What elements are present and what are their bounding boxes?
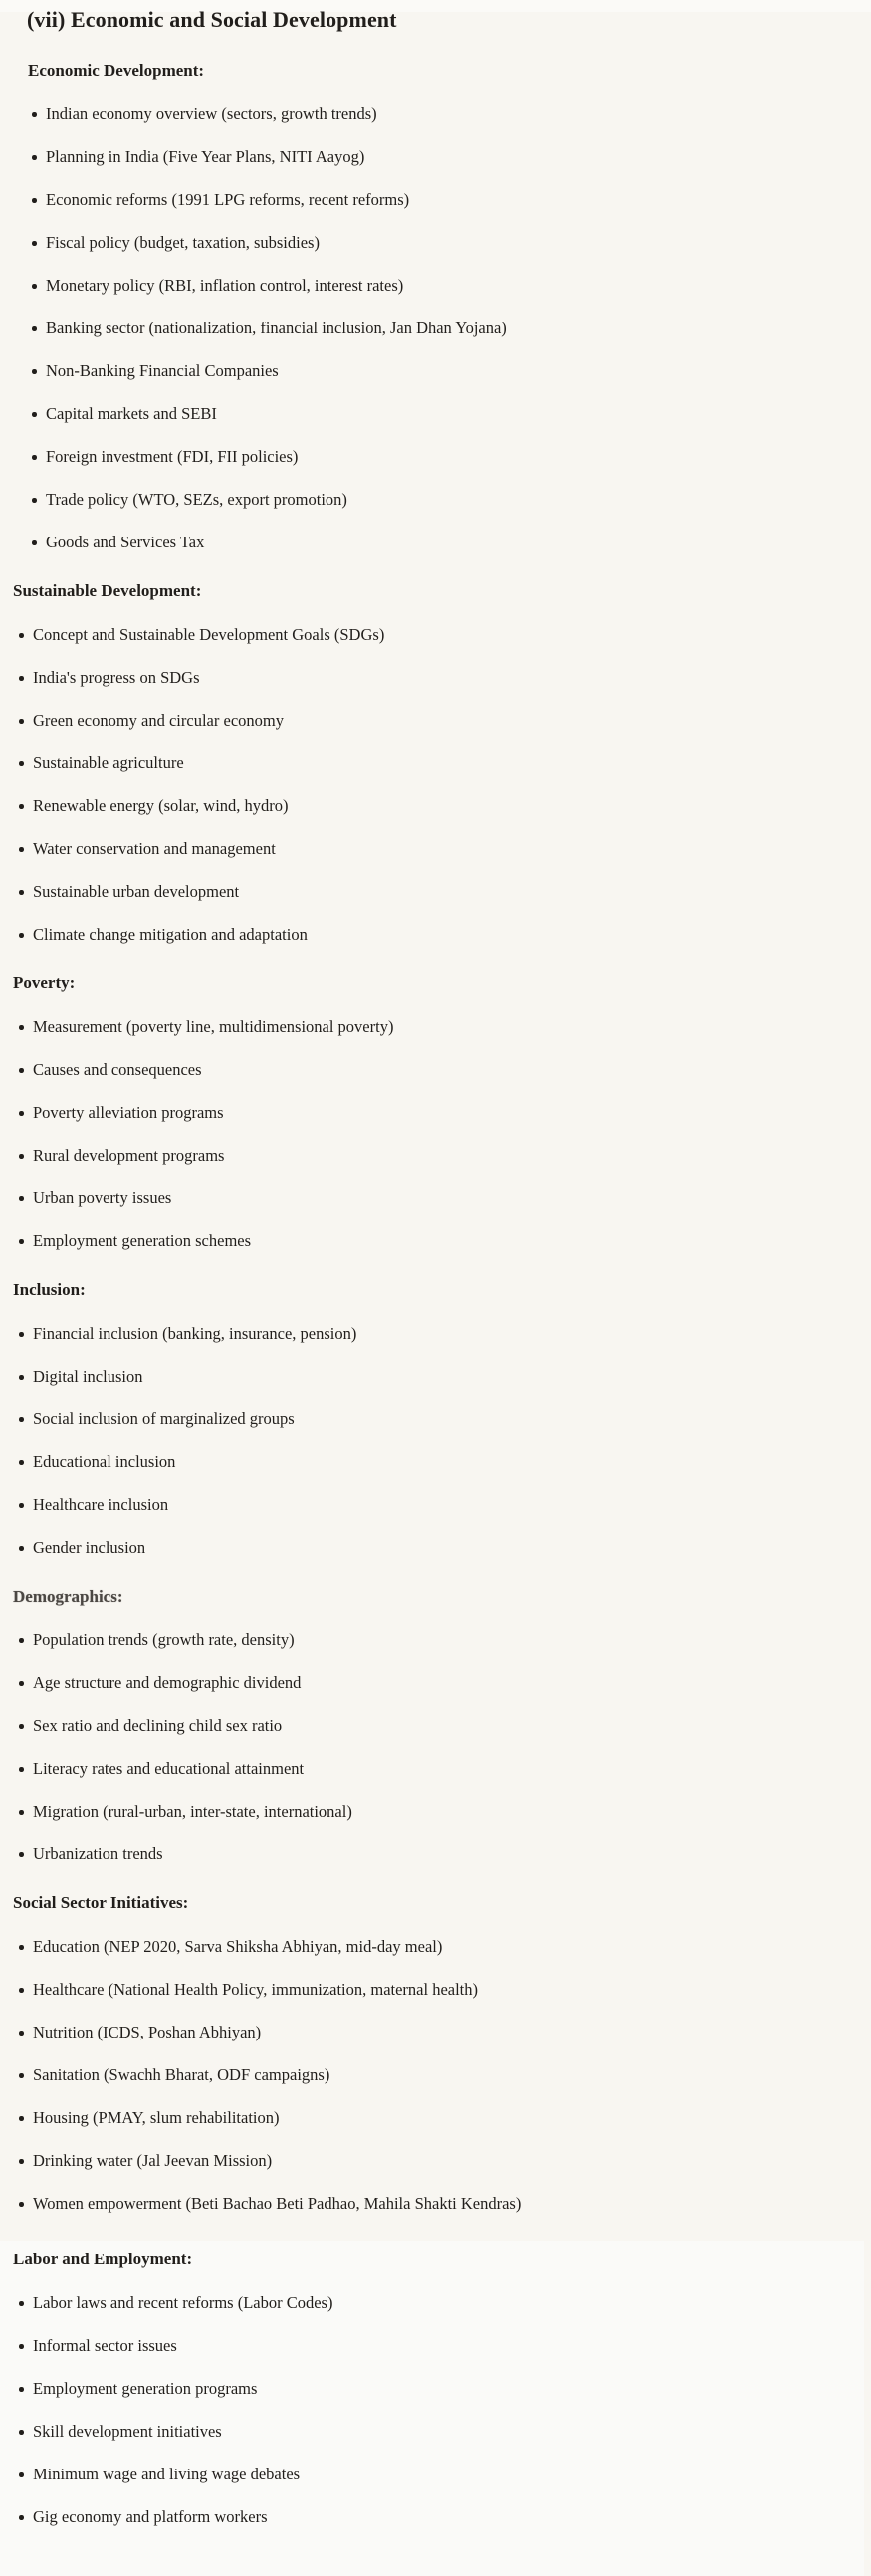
- list-item: [0, 2335, 864, 2357]
- list-item: [0, 189, 871, 211]
- list-item: [0, 1629, 871, 1651]
- list-item-text: Sex ratio and declining child sex ratio: [33, 1716, 283, 1735]
- list-item-text: Drinking water (Jal Jeevan Mission): [33, 2151, 273, 2170]
- list-item: [0, 1936, 871, 1958]
- section-heading: Social Sector Initiatives:: [13, 1893, 189, 1912]
- list-item-text: Measurement (poverty line, multidimensional poverty): [33, 1017, 394, 1036]
- bullet-icon: [19, 1503, 24, 1508]
- list-item-text: Green economy and circular economy: [33, 711, 284, 730]
- bullet-icon: [19, 2430, 24, 2435]
- list-item: [0, 2292, 864, 2314]
- bullet-icon: [19, 1154, 24, 1159]
- bullet-icon: [19, 761, 24, 766]
- list-item: [0, 2150, 871, 2172]
- list-item: [0, 2506, 864, 2528]
- bullet-icon: [19, 719, 24, 724]
- bullet-icon: [19, 1810, 24, 1815]
- list-item: [0, 1187, 871, 1209]
- section-sustainable-development: [0, 579, 871, 946]
- list-item-text: Healthcare inclusion: [33, 1495, 169, 1514]
- bullet-icon: [19, 1068, 24, 1073]
- list-item: [0, 104, 871, 125]
- list-item: [0, 1323, 871, 1345]
- list-item-text: Healthcare (National Health Policy, immunization, maternal health): [33, 1980, 479, 1999]
- list-item-text: Indian economy overview (sectors, growth trends): [46, 105, 377, 123]
- section-heading: Labor and Employment:: [13, 2250, 193, 2268]
- list-item-text: Planning in India (Five Year Plans, NITI Aayog): [46, 147, 365, 166]
- list-item: [0, 1102, 871, 1124]
- list-item-text: Fiscal policy (budget, taxation, subsidies): [46, 233, 320, 252]
- section-heading: Demographics:: [13, 1587, 123, 1606]
- bullet-icon: [32, 369, 37, 374]
- section-economic-development: [0, 59, 871, 553]
- list-item-text: Educational inclusion: [33, 1452, 176, 1471]
- section-demographics: [0, 1585, 871, 1865]
- bullet-icon: [19, 933, 24, 938]
- list-item: [0, 1451, 871, 1473]
- list-item: [0, 2378, 864, 2400]
- list-item: [0, 838, 871, 860]
- list-item: [0, 1758, 871, 1780]
- list-item: [0, 2064, 871, 2086]
- list-item-text: Urbanization trends: [33, 1844, 163, 1863]
- list-item: [0, 1494, 871, 1516]
- list-item-text: Monetary policy (RBI, inflation control, interest rates): [46, 276, 404, 295]
- list-item: [0, 2022, 871, 2043]
- section-list: [0, 1936, 871, 2215]
- list-item-text: Trade policy (WTO, SEZs, export promotion): [46, 490, 347, 509]
- list-item: [0, 1979, 871, 2001]
- list-item: [0, 1537, 871, 1559]
- bullet-icon: [32, 198, 37, 203]
- bullet-icon: [19, 1460, 24, 1465]
- list-item-text: Climate change mitigation and adaptation: [33, 925, 308, 944]
- list-item-text: Water conservation and management: [33, 839, 276, 858]
- bullet-icon: [19, 2387, 24, 2392]
- bullet-icon: [19, 676, 24, 681]
- list-item-text: Sanitation (Swachh Bharat, ODF campaigns): [33, 2065, 330, 2084]
- section-poverty: [0, 971, 871, 1252]
- list-item-text: Economic reforms (1991 LPG reforms, recent reforms): [46, 190, 410, 209]
- sections-container: [0, 59, 871, 2576]
- list-item: [0, 624, 871, 646]
- bullet-icon: [32, 455, 37, 460]
- section-list: [0, 1016, 871, 1252]
- bullet-icon: [19, 1332, 24, 1337]
- list-item: [0, 1059, 871, 1081]
- bullet-icon: [19, 1988, 24, 1993]
- list-item-text: Poverty alleviation programs: [33, 1103, 224, 1122]
- bullet-icon: [19, 2159, 24, 2164]
- list-item: [0, 146, 871, 168]
- list-item-text: Employment generation programs: [33, 2379, 258, 2398]
- list-item: [0, 795, 871, 817]
- list-item: [0, 403, 871, 425]
- bullet-icon: [19, 804, 24, 809]
- list-item-text: Skill development initiatives: [33, 2422, 222, 2441]
- section-list: [0, 104, 871, 553]
- list-item: [0, 532, 871, 553]
- bullet-icon: [19, 2472, 24, 2477]
- list-item-text: Sustainable urban development: [33, 882, 240, 901]
- list-item: [0, 2421, 864, 2443]
- bullet-icon: [32, 241, 37, 246]
- page-title: (vii) Economic and Social Development: [27, 7, 397, 32]
- list-item-text: Nutrition (ICDS, Poshan Abhiyan): [33, 2023, 262, 2041]
- list-item: [0, 1016, 871, 1038]
- bullet-icon: [19, 1546, 24, 1551]
- list-item: [0, 1801, 871, 1823]
- list-item: [0, 667, 871, 689]
- list-item-text: Foreign investment (FDI, FII policies): [46, 447, 299, 466]
- list-item-text: Financial inclusion (banking, insurance, pension): [33, 1324, 357, 1343]
- list-item: [0, 318, 871, 339]
- list-item-text: Population trends (growth rate, density): [33, 1630, 295, 1649]
- section-inclusion: [0, 1278, 871, 1559]
- list-item-text: Employment generation schemes: [33, 1231, 252, 1250]
- bullet-icon: [19, 1111, 24, 1116]
- list-item-text: Sustainable agriculture: [33, 753, 184, 772]
- bullet-icon: [19, 1375, 24, 1380]
- list-item: [0, 2193, 871, 2215]
- section-list: [0, 624, 871, 946]
- list-item-text: Gig economy and platform workers: [33, 2507, 268, 2526]
- list-item-text: Goods and Services Tax: [46, 533, 205, 551]
- list-item: [0, 881, 871, 903]
- list-item: [0, 1366, 871, 1388]
- list-item-text: Education (NEP 2020, Sarva Shiksha Abhiyan, mid-day meal): [33, 1937, 443, 1956]
- list-item-text: Gender inclusion: [33, 1538, 146, 1557]
- list-item-text: Age structure and demographic dividend: [33, 1673, 302, 1692]
- list-item: [0, 710, 871, 732]
- bullet-icon: [19, 1417, 24, 1422]
- bullet-icon: [19, 2202, 24, 2207]
- bullet-icon: [19, 2073, 24, 2078]
- list-item-text: Women empowerment (Beti Bachao Beti Padhao, Mahila Shakti Kendras): [33, 2194, 522, 2213]
- section-labor-and-employment: [0, 2241, 864, 2576]
- bullet-icon: [19, 2116, 24, 2121]
- list-item: [0, 1672, 871, 1694]
- section-list: [0, 1629, 871, 1865]
- bullet-icon: [32, 155, 37, 160]
- list-item-text: Literacy rates and educational attainment: [33, 1759, 305, 1778]
- list-item-text: Minimum wage and living wage debates: [33, 2465, 301, 2483]
- list-item: [0, 232, 871, 254]
- bullet-icon: [32, 540, 37, 545]
- list-item: [0, 924, 871, 946]
- bullet-icon: [19, 2344, 24, 2349]
- list-item: [0, 1843, 871, 1865]
- list-item-text: Banking sector (nationalization, financial inclusion, Jan Dhan Yojana): [46, 319, 507, 337]
- list-item: [0, 1145, 871, 1167]
- list-item: [0, 1408, 871, 1430]
- bullet-icon: [32, 112, 37, 117]
- list-item-text: Housing (PMAY, slum rehabilitation): [33, 2108, 280, 2127]
- section-heading: Inclusion:: [13, 1280, 86, 1299]
- list-item-text: Migration (rural-urban, inter-state, international): [33, 1802, 352, 1821]
- bullet-icon: [19, 1852, 24, 1857]
- list-item: [0, 489, 871, 511]
- section-heading: Sustainable Development:: [13, 581, 202, 600]
- list-item-text: Concept and Sustainable Development Goals (SDGs): [33, 625, 385, 644]
- list-item: [0, 752, 871, 774]
- bullet-icon: [32, 412, 37, 417]
- list-item-text: Digital inclusion: [33, 1367, 143, 1386]
- section-social-sector-initiatives: [0, 1891, 871, 2215]
- bullet-icon: [32, 284, 37, 289]
- list-item: [0, 1715, 871, 1737]
- section-list: [0, 2292, 864, 2528]
- list-item-text: Informal sector issues: [33, 2336, 177, 2355]
- list-item-text: Non-Banking Financial Companies: [46, 361, 279, 380]
- list-item-text: Causes and consequences: [33, 1060, 202, 1079]
- list-item: [0, 360, 871, 382]
- bullet-icon: [19, 2031, 24, 2036]
- bullet-icon: [19, 633, 24, 638]
- list-item-text: Capital markets and SEBI: [46, 404, 217, 423]
- list-item: [0, 2464, 864, 2485]
- list-item: [0, 1230, 871, 1252]
- bullet-icon: [32, 498, 37, 503]
- list-item-text: Renewable energy (solar, wind, hydro): [33, 796, 289, 815]
- bullet-icon: [19, 1681, 24, 1686]
- list-item-text: Social inclusion of marginalized groups: [33, 1409, 295, 1428]
- list-item: [0, 2107, 871, 2129]
- list-item: [0, 275, 871, 297]
- bullet-icon: [32, 326, 37, 331]
- bullet-icon: [19, 1945, 24, 1950]
- bullet-icon: [19, 1638, 24, 1643]
- list-item-text: Labor laws and recent reforms (Labor Codes): [33, 2293, 333, 2312]
- bullet-icon: [19, 1196, 24, 1201]
- bullet-icon: [19, 1239, 24, 1244]
- bullet-icon: [19, 1767, 24, 1772]
- bullet-icon: [19, 2515, 24, 2520]
- section-list: [0, 1323, 871, 1559]
- bullet-icon: [19, 1724, 24, 1729]
- list-item: [0, 446, 871, 468]
- bullet-icon: [19, 2301, 24, 2306]
- list-item-text: Rural development programs: [33, 1146, 225, 1165]
- list-item-text: India's progress on SDGs: [33, 668, 200, 687]
- bullet-icon: [19, 1025, 24, 1030]
- section-heading: Poverty:: [13, 973, 76, 992]
- section-heading: Economic Development:: [28, 61, 205, 80]
- bullet-icon: [19, 890, 24, 895]
- bullet-icon: [19, 847, 24, 852]
- list-item-text: Urban poverty issues: [33, 1188, 172, 1207]
